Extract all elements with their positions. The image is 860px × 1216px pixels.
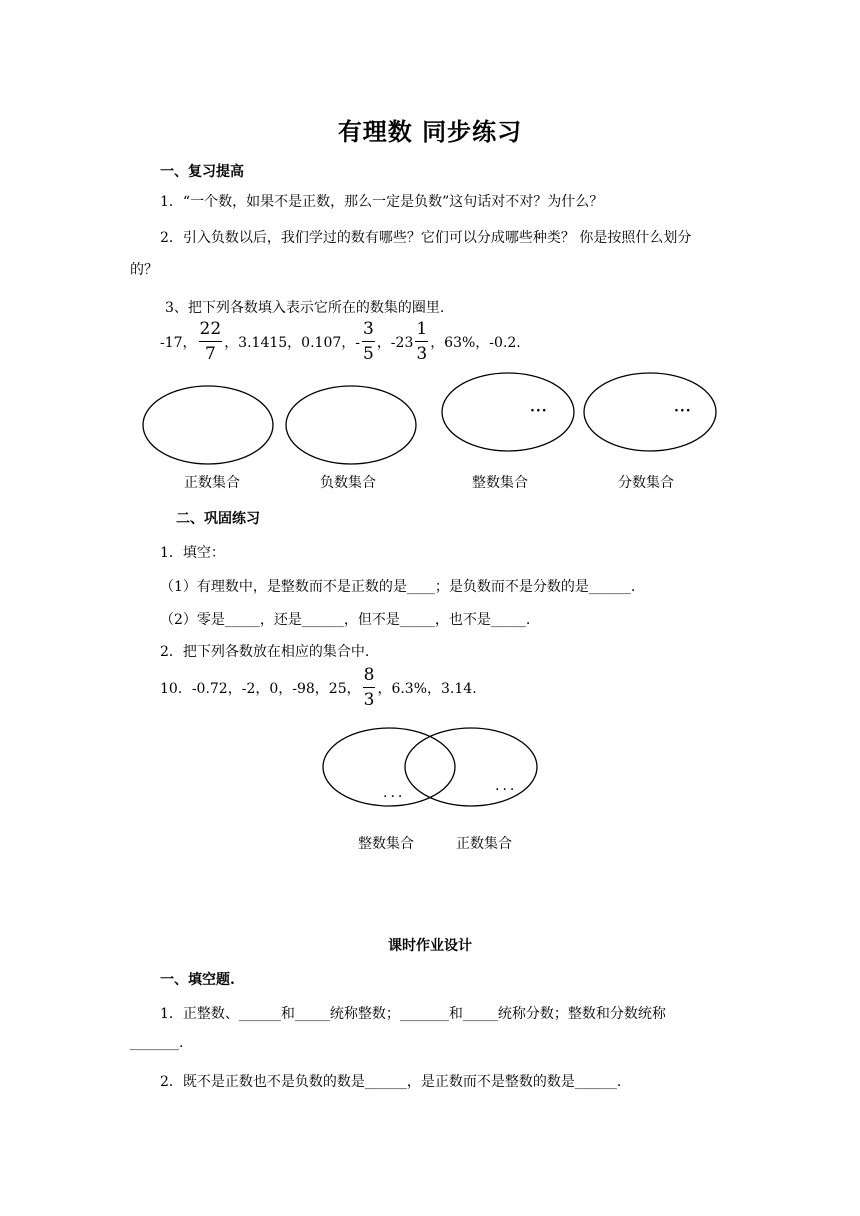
set-label-negative: 负数集合 — [320, 475, 376, 491]
section-heading-fill-blank: 一、填空题. — [160, 972, 235, 988]
homework-question-1-line2: _______. — [130, 1035, 184, 1051]
homework-question-1-line1: 1．正整数、______和_____统称整数；_______和_____统称分数；整数和分数统称 — [160, 1006, 666, 1022]
question-2-1-1: （1）有理数中，是整数而不是正数的是____；是负数而不是分数的是______. — [160, 579, 636, 595]
number-list-1-part-b: ，3.1415，0.107，- — [224, 335, 360, 351]
section-heading-practice: 二、巩固练习 — [176, 511, 260, 527]
number-list-1-part-a: -17， — [160, 335, 197, 351]
number-list-2-part-a: 10．-0.72，-2，0，-98，25， — [160, 681, 361, 697]
venn-label-positive: 正数集合 — [456, 836, 512, 852]
fraction-denominator: 5 — [362, 344, 374, 364]
number-list-1-part-c: ，-23 — [376, 335, 414, 351]
question-1-2-line2: 的？ — [130, 262, 158, 278]
fraction-denominator: 3 — [416, 344, 428, 364]
question-2-1: 1．填空： — [160, 545, 225, 561]
number-list-2 — [160, 666, 477, 710]
homework-question-2: 2．既不是正数也不是负数的数是______，是正数而不是整数的数是______. — [160, 1074, 622, 1090]
set-circle-negative — [286, 386, 416, 464]
set-circle-integer — [442, 373, 574, 451]
number-list-2-part-b: ，6.3%，3.14. — [377, 681, 477, 697]
question-2-1-2: （2）零是_____，还是______，但不是_____，也不是_____. — [160, 612, 531, 628]
fraction-numerator: 3 — [362, 321, 375, 342]
set-label-integer: 整数集合 — [472, 475, 528, 491]
page-title: 有理数 同步练习 — [337, 117, 523, 146]
number-list-1-part-d: ，63%，-0.2. — [430, 335, 521, 351]
fraction-numerator: 1 — [415, 321, 428, 342]
question-1-2-line1: 2．引入负数以后，我们学过的数有哪些？它们可以分成哪些种类？ 你是按照什么划分 — [160, 230, 692, 246]
venn-label-integer: 整数集合 — [358, 836, 414, 852]
question-1-3: 3、把下列各数填入表示它所在的数集的圈里. — [165, 300, 445, 316]
fraction-8-3 — [363, 667, 376, 709]
venn-ellipsis-right: ... — [495, 778, 518, 794]
venn-circle-positive — [405, 728, 537, 806]
set-label-positive: 正数集合 — [184, 475, 240, 491]
set-circle-positive — [143, 386, 273, 464]
fraction-numerator: 8 — [363, 667, 376, 688]
set-circle-fraction — [584, 373, 716, 451]
homework-heading: 课时作业设计 — [388, 938, 472, 954]
venn-ellipsis-left: ... — [383, 785, 406, 801]
ellipsis-fraction-set: ··· — [674, 403, 692, 419]
ellipsis-integer-set: ··· — [530, 403, 548, 419]
question-2-2: 2．把下列各数放在相应的集合中. — [160, 644, 370, 660]
fraction-numerator: 22 — [199, 321, 223, 342]
set-label-fraction: 分数集合 — [618, 475, 674, 491]
fraction-denominator: 3 — [363, 690, 375, 710]
section-heading-review: 一、复习提高 — [160, 164, 244, 180]
question-1-1: 1．“一个数，如果不是正数，那么一定是负数”这句话对不对？为什么？ — [160, 194, 604, 210]
fraction-denominator: 7 — [204, 344, 216, 364]
